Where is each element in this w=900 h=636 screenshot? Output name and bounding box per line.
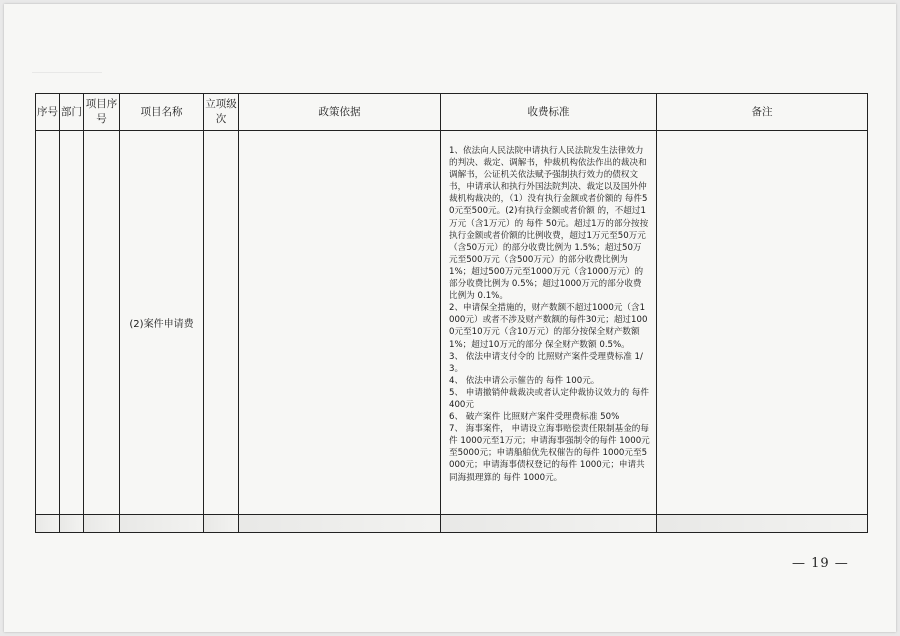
- header-level: 立项级次: [204, 94, 239, 131]
- bleed-cell: [657, 515, 868, 533]
- bleed-cell: [204, 515, 239, 533]
- header-item-no: 项目序号: [84, 94, 120, 131]
- bleed-cell: [120, 515, 204, 533]
- header-item-name: 项目名称: [120, 94, 204, 131]
- fee-item-4: 4、 依法申请公示催告的 每件 100元。: [449, 375, 600, 386]
- cell-remarks: [657, 131, 868, 515]
- table-row: [36, 131, 868, 515]
- cell-level: [204, 131, 239, 515]
- fee-item-7: 7、 海事案件， 申请设立海事赔偿责任限制基金的每件 1000元至1万元；申请海事强制令的每件 1000元至5000元；申请船舶优先权催告的每件 1000元至5000元；申请海事债权登记的每件 1000元；申请共同海损理算的 每件 1000元。: [449, 424, 650, 483]
- cell-item-name: (2)案件申请费: [120, 131, 204, 515]
- fee-table: [35, 93, 868, 533]
- document-page: [4, 4, 896, 632]
- bleed-cell: [441, 515, 657, 533]
- fee-item-3: 3、 依法申请支付令的 比照财产案件受理费标准 1/3。: [449, 351, 643, 374]
- bleed-cell: [36, 515, 60, 533]
- bleed-through-mark: [32, 72, 102, 83]
- fee-item-1: 1、依法向人民法院申请执行人民法院发生法律效力的判决、裁定、调解书，仲裁机构依法作出的裁决和调解书，公证机关依法赋予强制执行效力的债权文书，申请承认和执行外国法院判决、裁定以及国外仲裁机构裁决的，（1）没有执行金额或者价额的 每件50元至500元。(2)有执行金额或者价额 的，不超过1万元（含1万元）的 每件 50元。超过1万的部分按按执行金额或者价额的比例收费，超过1万元至50万元（含50万元）的部分收费比例为 1.5%；超过50万元至500万元（含500万元）的部分收费比例为1%；超过500万元至1000万元（含1000万元）的部分收费比例为 0.5%；超过1000万元的部分收费比例为 0.1%。: [449, 146, 649, 302]
- page-number: — 19 —: [792, 556, 849, 571]
- cell-dept: [60, 131, 84, 515]
- header-fee-standard: 收费标准: [441, 94, 657, 131]
- table-bleed-row: [36, 515, 868, 533]
- fee-item-2: 2、申请保全措施的，财产数额不超过1000元（含1000元）或者不涉及财产数额的每件30元；超过1000元至10万元（含10万元）的部分按保全财产数额 1%；超过10万元的部分 保全财产数额 0.5%。: [449, 303, 648, 350]
- header-seq: 序号: [36, 94, 60, 131]
- cell-item-no: [84, 131, 120, 515]
- cell-seq: [36, 131, 60, 515]
- bleed-cell: [239, 515, 441, 533]
- header-remarks: 备注: [657, 94, 868, 131]
- bleed-cell: [84, 515, 120, 533]
- header-dept: 部门: [60, 94, 84, 131]
- bleed-cell: [60, 515, 84, 533]
- fee-item-6: 6、 破产案件 比照财产案件受理费标准 50%: [449, 412, 620, 423]
- cell-fee-standard: [441, 131, 657, 515]
- table-header-row: [36, 94, 868, 131]
- header-policy: 政策依据: [239, 94, 441, 131]
- fee-item-5: 5、 申请撤销仲裁裁决或者认定仲裁协议效力的 每件 400元: [449, 387, 649, 410]
- cell-policy: [239, 131, 441, 515]
